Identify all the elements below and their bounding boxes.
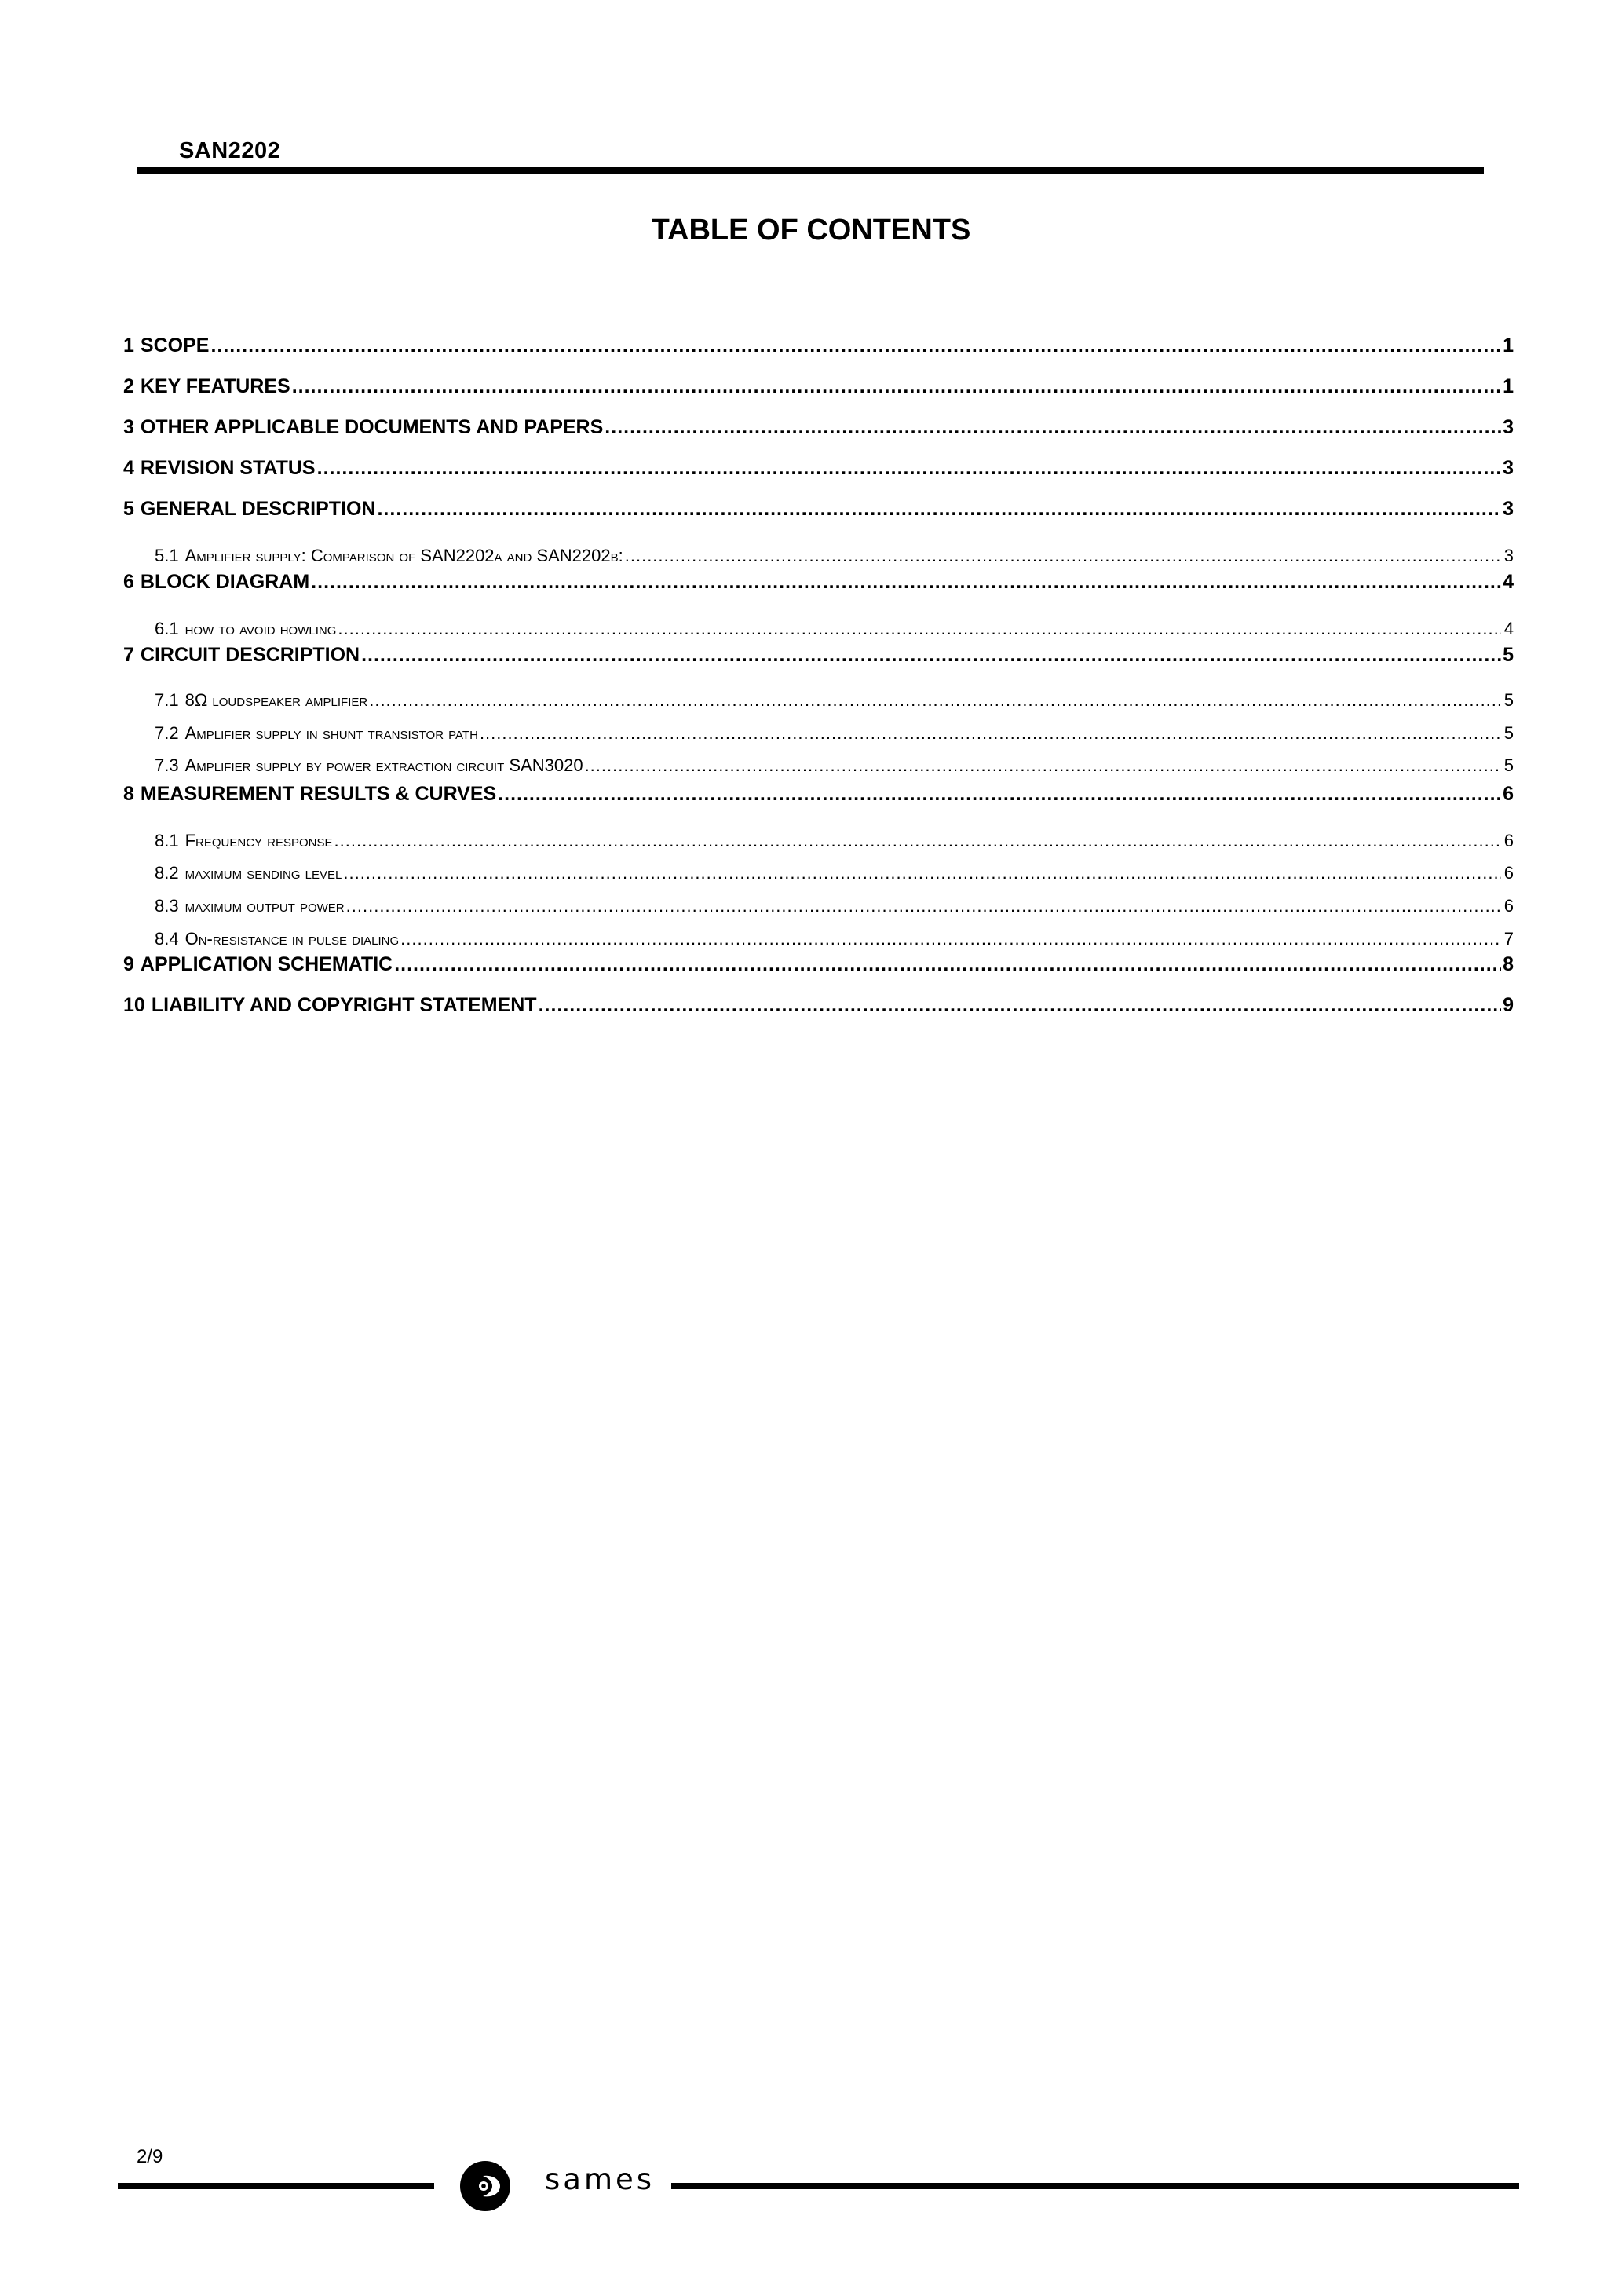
toc-entry-label: maximum sending level <box>184 863 342 883</box>
toc-entry-page: 6 <box>1503 863 1514 883</box>
toc-entry-label: CIRCUIT DESCRIPTION <box>140 644 360 666</box>
toc-entry-page: 5 <box>1503 723 1514 743</box>
header-rule <box>137 167 1484 174</box>
toc-entry-label: SCOPE <box>140 335 210 356</box>
toc-entry-page: 8 <box>1503 953 1514 975</box>
toc-entry-label: OTHER APPLICABLE DOCUMENTS AND PAPERS <box>140 416 604 438</box>
toc-entry-label: MEASUREMENT RESULTS & CURVES <box>140 783 497 805</box>
toc-entry-number: 5.1 <box>155 546 179 565</box>
toc-entry-label: Frequency response <box>184 831 333 850</box>
toc-entry-number: 8.1 <box>155 831 179 850</box>
toc-entry-number: 6 <box>123 571 134 593</box>
toc-subentry[interactable] <box>123 929 1514 949</box>
document-code: SAN2202 <box>179 138 281 163</box>
toc-entry-label: GENERAL DESCRIPTION <box>140 498 376 520</box>
toc-leader-dots <box>400 929 1501 949</box>
toc-entry-label: Amplifier supply by power extraction circuit SAN3020 <box>184 755 583 775</box>
toc-leader-dots <box>292 375 1501 398</box>
toc-entry[interactable] <box>123 375 1514 398</box>
toc-subentry[interactable] <box>123 690 1514 711</box>
toc-entry-label: BLOCK DIAGRAM <box>140 571 310 593</box>
toc-subentry[interactable] <box>123 755 1514 776</box>
brand-wordmark: sames <box>545 2163 656 2196</box>
page-number: 2/9 <box>137 2146 163 2167</box>
toc-leader-dots <box>605 416 1501 439</box>
toc-entry-number: 7.3 <box>155 755 179 775</box>
toc-leader-dots <box>480 723 1501 744</box>
toc-leader-dots <box>585 755 1501 776</box>
toc-entry-label: KEY FEATURES <box>140 375 290 397</box>
toc-entry-number: 1 <box>123 335 134 356</box>
toc-leader-dots <box>394 953 1501 976</box>
toc-leader-dots <box>625 546 1501 566</box>
toc-entry-page: 7 <box>1503 929 1514 949</box>
toc-entry-page: 3 <box>1503 546 1514 565</box>
toc-subentry[interactable] <box>123 863 1514 883</box>
toc-entry-label: On-resistance in pulse dialing <box>184 929 400 949</box>
toc-entry-number: 6.1 <box>155 619 179 638</box>
toc-subentry[interactable] <box>123 896 1514 916</box>
toc-entry-number: 9 <box>123 953 134 975</box>
toc-leader-dots <box>317 457 1501 480</box>
toc-entry-page: 5 <box>1503 690 1514 710</box>
toc-leader-dots <box>338 619 1501 639</box>
toc-entry-label: APPLICATION SCHEMATIC <box>140 953 393 975</box>
toc-entry[interactable] <box>123 783 1514 806</box>
toc-entry-number: 8.4 <box>155 929 179 949</box>
toc-entry-label: maximum output power <box>184 896 345 916</box>
toc-subentry[interactable] <box>123 619 1514 639</box>
toc-leader-dots <box>343 863 1501 883</box>
footer-rule-right <box>671 2183 1519 2189</box>
toc-entry-number: 8.2 <box>155 863 179 883</box>
toc-entry-number: 8 <box>123 783 134 805</box>
toc-entry-page: 4 <box>1503 619 1514 638</box>
toc-entry-number: 3 <box>123 416 134 438</box>
toc-entry-label: LIABILITY AND COPYRIGHT STATEMENT <box>151 994 537 1016</box>
toc-entry[interactable] <box>123 571 1514 594</box>
toc-leader-dots <box>361 644 1501 667</box>
toc-entry[interactable] <box>123 498 1514 521</box>
toc-leader-dots <box>498 783 1501 806</box>
toc-entry-number: 5 <box>123 498 134 520</box>
toc-entry-number: 4 <box>123 457 134 479</box>
toc-entry-page: 1 <box>1503 375 1514 397</box>
toc-entry-page: 6 <box>1503 783 1514 805</box>
sames-logo-icon <box>459 2160 511 2212</box>
toc-entry-page: 9 <box>1503 994 1514 1016</box>
toc-entry[interactable] <box>123 994 1514 1017</box>
toc-entry-label: Amplifier supply: Comparison of SAN2202a and SAN2202b: <box>184 546 623 565</box>
toc-entry-number: 7.1 <box>155 690 179 710</box>
toc-entry-label: how to avoid howling <box>184 619 337 638</box>
toc-leader-dots <box>311 571 1501 594</box>
toc-leader-dots <box>346 896 1501 916</box>
toc-entry-page: 5 <box>1503 644 1514 666</box>
toc-entry-number: 2 <box>123 375 134 397</box>
toc-leader-dots <box>210 335 1501 357</box>
toc-leader-dots <box>369 690 1501 711</box>
toc-entry[interactable] <box>123 953 1514 976</box>
toc-entry-page: 3 <box>1503 416 1514 438</box>
toc-leader-dots <box>334 831 1501 851</box>
toc-entry-number: 8.3 <box>155 896 179 916</box>
page-title: TABLE OF CONTENTS <box>651 214 971 247</box>
toc-subentry[interactable] <box>123 831 1514 851</box>
toc-subentry[interactable] <box>123 546 1514 566</box>
toc-leader-dots <box>539 994 1501 1017</box>
toc-entry-number: 7 <box>123 644 134 666</box>
toc-entry-label: Amplifier supply in shunt transistor path <box>184 723 478 743</box>
toc-entry-label: 8Ω loudspeaker amplifier <box>184 690 368 710</box>
toc-entry[interactable] <box>123 457 1514 480</box>
toc-entry[interactable] <box>123 644 1514 667</box>
toc-entry-number: 7.2 <box>155 723 179 743</box>
toc-entry[interactable] <box>123 335 1514 357</box>
toc-entry-number: 10 <box>123 994 145 1016</box>
toc-entry-page: 4 <box>1503 571 1514 593</box>
toc-leader-dots <box>377 498 1501 521</box>
toc-entry[interactable] <box>123 416 1514 439</box>
footer-rule-left <box>118 2183 434 2189</box>
toc-entry-page: 3 <box>1503 457 1514 479</box>
toc-entry-page: 6 <box>1503 831 1514 850</box>
toc-entry-page: 6 <box>1503 896 1514 916</box>
toc-entry-page: 5 <box>1503 755 1514 775</box>
toc-entry-page: 3 <box>1503 498 1514 520</box>
toc-entry-label: REVISION STATUS <box>140 457 316 479</box>
toc-entry-page: 1 <box>1503 335 1514 356</box>
toc-subentry[interactable] <box>123 723 1514 744</box>
